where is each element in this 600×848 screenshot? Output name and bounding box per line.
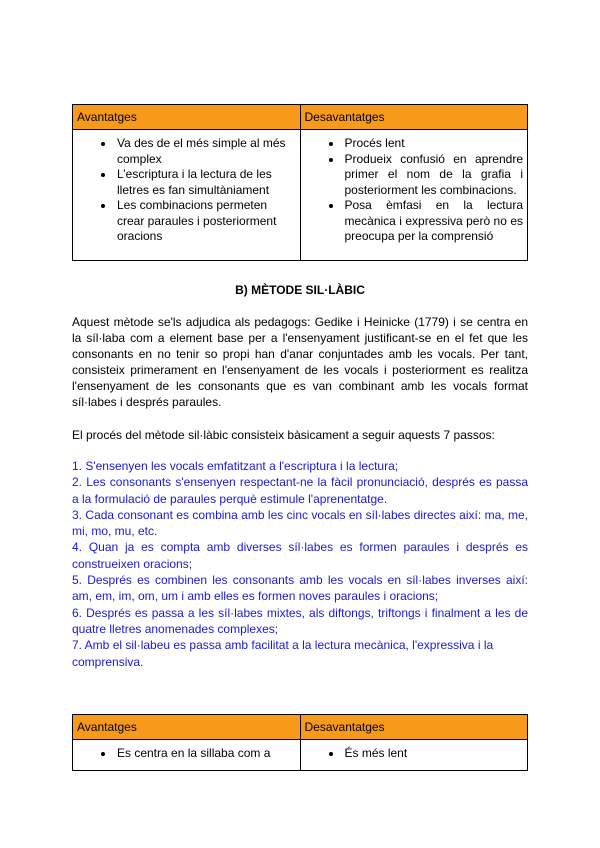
- list-item: • Les combinacions permeten crear paraules i posteriorment oracions: [115, 198, 296, 245]
- step-item: 6. Després es passa a les síl·labes mixtes, als diftongs, triftongs i finalment a les de quatre lletres anomenades complexes;: [72, 605, 528, 636]
- step-item: 2. Les consonants s'ensenyen respectant-ne la fàcil pronunciació, després es passa a la formulació de paraules perquè estimule l'aprenentatge.: [72, 475, 528, 506]
- process-paragraph: El procés del mètode sil·làbic consisteix bàsicament a seguir aquests 7 passos:: [72, 428, 495, 442]
- list-item: • Es centra en la sillaba com a: [115, 746, 296, 762]
- steps-list: [72, 458, 528, 670]
- list-item: • Procés lent: [343, 136, 524, 152]
- disadvantages-cell: [300, 130, 528, 261]
- advantages-list: [77, 746, 296, 762]
- step-item: 5. Després es combinen les consonants amb les vocals en síl·labes inverses així: am, em, im, om, um i amb elles es formen noves paraules i oracions;: [72, 573, 528, 604]
- intro-paragraph: Aquest mètode se'ls adjudica als pedagogs: Gedike i Heinicke (1779) i se centra en la síl·laba com a element base per a l'ensenyament justificant-se en el fet que les consonants en no tenir so propi han d'anar conjuntades amb les vocals. Per tant, consisteix primerament en l'ensenyament de les vocals i posteriorment es realitza l'ensenyament de les consonants que es van combinant amb les vocals format síl·labes i després paraules.: [72, 315, 528, 409]
- advantages-cell: [73, 740, 301, 771]
- step-item: 4. Quan ja es compta amb diverses síl·labes es formen paraules i després es construeixen oracions;: [72, 540, 528, 571]
- disadvantages-header: Desavantatges: [300, 105, 528, 130]
- comparison-table-2: [72, 714, 528, 771]
- list-item: • Va des de el més simple al més complex: [115, 136, 296, 167]
- advantages-header: Avantatges: [73, 105, 301, 130]
- list-item: • Produeix confusió en aprendre primer el nom de la grafia i posteriorment les combinacions.: [343, 152, 524, 199]
- step-item: 7. Amb el sil·labeu es passa amb facilitat a la lectura mecànica, l'expressiva i la comprensiva.: [72, 638, 494, 669]
- disadvantages-cell: [300, 740, 528, 771]
- step-item: 1. S'ensenyen les vocals emfatitzant a l'escriptura i la lectura;: [72, 459, 399, 473]
- list-item: • Posa èmfasi en la lectura mecànica i expressiva però no es preocupa per la comprensió: [343, 198, 524, 245]
- advantages-cell: [73, 130, 301, 261]
- disadvantages-header: Desavantatges: [300, 715, 528, 740]
- list-item: • L’escriptura i la lectura de les lletres es fan simultàniament: [115, 167, 296, 198]
- disadvantages-list: [305, 136, 524, 245]
- comparison-table-1: [72, 104, 528, 261]
- list-item: • És més lent: [343, 746, 524, 762]
- advantages-list: [77, 136, 296, 245]
- section-heading: B) MÈTODE SIL·LÀBIC: [235, 283, 365, 297]
- disadvantages-list: [305, 746, 524, 762]
- advantages-header: Avantatges: [73, 715, 301, 740]
- step-item: 3. Cada consonant es combina amb les cinc vocals en síl·labes directes així: ma, me, mi, mo, mu, etc.: [72, 507, 528, 539]
